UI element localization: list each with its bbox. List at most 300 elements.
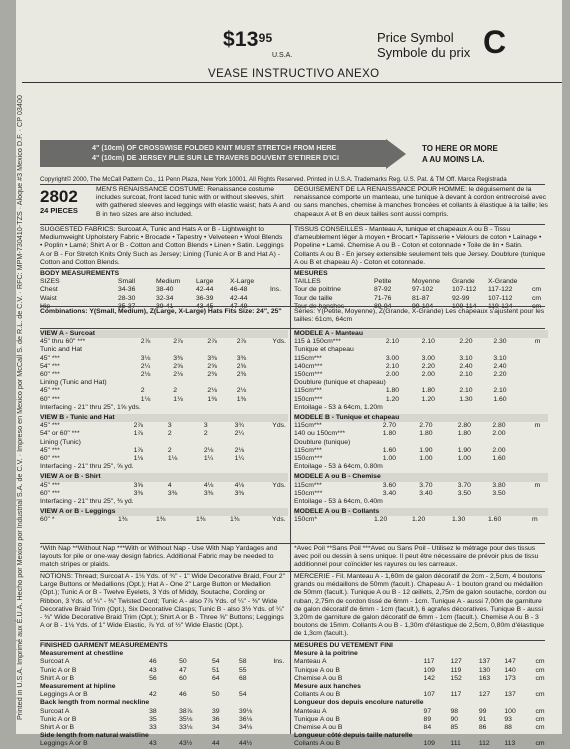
table-cell: 2⅞: [236, 338, 247, 346]
table-cell: 46: [179, 691, 187, 699]
table-cell: 3⅜: [236, 354, 247, 362]
table-cell: 3.00: [421, 354, 435, 362]
table-cell: 150cm***: [294, 395, 323, 403]
table-cell: Small: [118, 278, 135, 286]
combinations-fr: Séries: Y(Petite, Moyenne), Z(Grande, X-Grande) Les chapeaux s'ajustent pour les tailles: 61cm, 64cm: [294, 308, 545, 324]
section-title: FINISHED GARMENT MEASUREMENTS: [40, 642, 168, 649]
table-cell: 3.10: [459, 354, 473, 362]
table-cell: [386, 346, 422, 354]
table-cell: Longueur dos depuis encolure naturelle: [294, 699, 424, 707]
table-cell: 88: [504, 724, 512, 732]
table-cell: 2: [140, 387, 145, 395]
table-row: [294, 379, 548, 387]
table-cell: 3.70: [457, 481, 471, 489]
table-cell: Moyenne: [412, 278, 440, 286]
table-cell: Measurement at hipline: [40, 683, 116, 691]
table-cell: Entoilage - 53 à 64cm, 1.20m: [294, 403, 383, 411]
table-cell: [451, 650, 479, 658]
table-cell: 87-92: [374, 286, 392, 294]
table-cell: [383, 439, 420, 447]
divider: [40, 306, 545, 307]
finished-measurements-en: [40, 642, 288, 749]
table-cell: 2⅜: [236, 371, 247, 379]
table-cell: 3.80: [492, 481, 506, 489]
table-row: [294, 516, 546, 524]
table-cell: [536, 699, 549, 707]
table-cell: Surcoat A: [40, 707, 70, 715]
table-cell: cm: [532, 302, 542, 310]
table-row: [294, 724, 548, 732]
price-dollars: $13: [223, 28, 259, 51]
table-cell: Leggings A or B: [40, 691, 88, 699]
table-cell: [273, 708, 288, 716]
table-cell: 89-94: [374, 302, 392, 310]
table-cell: [492, 498, 534, 506]
table-cell: 36-39: [196, 294, 214, 302]
table-cell: [535, 346, 548, 354]
table-row: [294, 286, 541, 294]
table-row: [40, 286, 281, 294]
table-cell: 46-48: [230, 286, 248, 294]
table-cell: [273, 691, 288, 699]
table-cell: Tour de poitrine: [294, 286, 341, 294]
table-cell: Chemise A ou B: [294, 724, 343, 732]
table-cell: 2⅞: [140, 338, 151, 346]
table-cell: 117: [450, 691, 462, 699]
table-cell: cm: [535, 707, 545, 715]
table-cell: 35⅛: [179, 715, 193, 723]
description-en: MEN'S RENAISSANCE COSTUME: Renaissance costume includes surcoat, front laced tunic with or without sleeves, shirt with gathered sleeves and leggings with elastic waist; hats A and B in two sizes are also included.: [96, 186, 291, 218]
table-cell: 60" ***: [40, 395, 60, 403]
table-cell: Mesure à la poitrine: [294, 650, 358, 658]
piece-count: 24 PIECES: [40, 206, 78, 215]
table-cell: [141, 346, 174, 354]
table-row: [40, 363, 288, 371]
table-cell: 3.50: [492, 489, 506, 497]
table-cell: [479, 650, 505, 658]
table-cell: 45" thru 60" ***: [40, 338, 86, 346]
table-row: [294, 463, 548, 471]
table-cell: 45" ***: [40, 446, 60, 454]
table-row: [40, 379, 288, 387]
table-cell: cm: [535, 740, 545, 748]
table-cell: [422, 346, 460, 354]
table-cell: [493, 346, 534, 354]
section-title: VIEW A - Surcoat: [40, 330, 288, 338]
table-cell: 2: [167, 446, 172, 454]
table-cell: [272, 439, 288, 447]
table-cell: [534, 490, 548, 498]
arrow-right-icon: [386, 139, 406, 169]
table-cell: Interfacing - 21" thru 25", 1⅝ yds.: [40, 403, 141, 411]
table-cell: Large: [196, 278, 214, 286]
table-cell: 119: [450, 666, 462, 674]
table-cell: 3.40: [419, 489, 433, 497]
divider: [40, 571, 545, 572]
table-cell: 43: [149, 666, 157, 674]
table-cell: 127: [450, 658, 462, 666]
table-cell: 2⅝: [173, 362, 183, 370]
table-cell: 1.30: [459, 395, 473, 403]
price: [223, 28, 272, 52]
table-cell: X-Grande: [488, 278, 518, 286]
table-cell: Tunic and Hat: [40, 346, 83, 354]
table-cell: 150cm*: [294, 516, 318, 524]
table-cell: 2.20: [459, 338, 473, 346]
table-cell: [535, 355, 548, 363]
table-cell: [273, 716, 288, 724]
table-row: [40, 498, 288, 506]
table-cell: 109: [423, 740, 435, 748]
price-symbol-en: Price Symbol: [377, 30, 454, 45]
table-cell: 2⅝: [236, 362, 247, 370]
table-cell: 2⅛: [203, 446, 214, 454]
table-row: [294, 716, 548, 724]
table-cell: Yds.: [272, 338, 287, 346]
yardage-en: [40, 330, 288, 527]
table-cell: 60" ***: [40, 455, 60, 463]
table-cell: Tour de hanches: [294, 302, 345, 310]
table-cell: [273, 724, 288, 732]
table-cell: Chest: [40, 286, 58, 294]
table-cell: 36: [211, 715, 220, 723]
table-cell: Manteau A: [294, 707, 327, 715]
table-cell: Collants A ou B: [294, 740, 341, 748]
table-cell: 64: [211, 674, 220, 682]
table-cell: Tunique et chapeau: [294, 346, 354, 354]
table-row: [294, 422, 548, 430]
table-cell: 1⅜: [230, 516, 240, 524]
table-cell: m: [534, 338, 541, 346]
table-cell: [237, 404, 273, 412]
table-cell: [204, 439, 235, 447]
table-cell: [239, 699, 273, 707]
table-cell: Side length from natural waistline: [40, 732, 149, 740]
table-cell: 1¼: [203, 455, 214, 463]
table-row: [294, 699, 548, 707]
table-cell: 84: [423, 724, 432, 732]
table-cell: 60: [179, 674, 187, 682]
table-cell: 115cm***: [294, 354, 322, 362]
table-cell: [451, 683, 479, 691]
table-row: [294, 490, 548, 498]
table-cell: [536, 683, 549, 691]
divider: [40, 640, 545, 641]
yardage-table: [294, 338, 548, 412]
table-cell: [272, 355, 288, 363]
table-cell: cm: [535, 691, 545, 699]
table-cell: Measurement at chestline: [40, 650, 124, 658]
table-cell: [237, 379, 273, 387]
table-cell: 1⅜: [118, 516, 128, 524]
table-row: [294, 346, 548, 354]
table-cell: 60" ***: [40, 489, 60, 497]
table-cell: 1.80: [385, 387, 400, 395]
table-cell: [386, 379, 422, 387]
table-cell: [479, 683, 505, 691]
table-cell: [424, 732, 451, 740]
table-cell: [173, 346, 207, 354]
table-cell: 1⅜: [207, 395, 217, 403]
table-cell: 3.70: [419, 481, 433, 489]
table-cell: [422, 404, 460, 412]
table-row: [40, 708, 288, 716]
table-cell: [270, 295, 281, 303]
table-cell: 1.60: [382, 446, 397, 454]
table-cell: 111: [450, 740, 461, 748]
table-cell: 1.90: [419, 446, 433, 454]
table-row: [40, 691, 288, 699]
table-cell: [451, 732, 479, 740]
table-cell: 2⅞: [133, 422, 144, 430]
table-cell: 92-99: [452, 294, 470, 302]
table-cell: [424, 699, 451, 707]
yardage-section: [294, 508, 548, 524]
table-cell: 32-34: [156, 294, 174, 302]
table-cell: [535, 363, 548, 371]
table-cell: 152: [450, 674, 462, 682]
table-cell: 45" ***: [40, 481, 60, 489]
table-cell: 42-44: [196, 286, 214, 294]
table-cell: 50: [211, 691, 220, 699]
table-row: [294, 691, 548, 699]
table-row: [40, 338, 288, 346]
fabrics-fr: TISSUS CONSEILLES - Manteau A, tunique et chapeaux A ou B - Tissu d'ameublement léger à moyen • Brocart • Tapisserie • Velours de coton • Lainage • Popeline • Lamé. Chemise A ou B - Coton et cotonnade • Toile de lin • Satin. Collants A ou B - En jersey extensible seulement tels que Jersey. Doublure (tunique A ou B et chapeau A) - Coton et cotonnade.: [294, 226, 546, 266]
table-cell: [235, 439, 273, 447]
table-row: [40, 482, 288, 490]
table-cell: 1.20: [385, 395, 400, 403]
table-cell: 3.50: [457, 489, 471, 497]
table-cell: 38⅞: [179, 707, 193, 715]
table-cell: 100: [504, 707, 516, 715]
table-cell: [535, 379, 548, 387]
table-row: [40, 346, 288, 354]
table-cell: 1.60: [493, 395, 507, 403]
table-cell: 150cm***: [294, 455, 323, 463]
table-cell: Tour de taille: [294, 294, 333, 302]
body-title-fr: MESURES: [294, 270, 328, 277]
table-cell: 1⅞: [133, 430, 144, 438]
table-cell: 2.20: [493, 371, 507, 379]
table-cell: 54: [211, 658, 220, 666]
table-cell: [239, 732, 273, 740]
table-cell: 3⅜: [173, 354, 183, 362]
table-cell: 2.00: [492, 430, 506, 438]
table-cell: [424, 650, 451, 658]
table-cell: [383, 498, 420, 506]
table-cell: cm: [535, 724, 545, 732]
table-cell: 1⅜: [156, 516, 166, 524]
table-cell: 2.30: [493, 338, 507, 346]
table-cell: 2.10: [459, 387, 473, 395]
table-cell: [504, 683, 535, 691]
table-cell: [272, 379, 288, 387]
table-cell: X-Large: [230, 278, 255, 286]
stretch-line-fr: 4" (10cm) DE JERSEY PLIE SUR LE TRAVERS DOUVENT S'ETIRER D'ICI: [92, 153, 339, 162]
table-cell: 130: [478, 666, 491, 674]
table-row: [40, 683, 288, 691]
table-cell: Hip: [40, 302, 51, 310]
table-row: [40, 732, 288, 740]
table-cell: 1.80: [419, 430, 433, 438]
table-cell: [212, 650, 239, 658]
section-title: MODELE A ou B - Collants: [294, 508, 548, 516]
table-cell: 43: [149, 740, 157, 748]
table-row: [294, 455, 548, 463]
section-title: MODELE A ou B - Chemise: [294, 473, 548, 481]
table-cell: Interfacing - 21" thru 25", ⅜ yd.: [40, 498, 134, 506]
table-cell: [458, 463, 493, 471]
table-cell: 3⅝: [133, 481, 144, 489]
table-cell: 2⅛: [234, 446, 245, 454]
table-cell: 54" ***: [40, 362, 60, 370]
table-row: [40, 675, 288, 683]
table-cell: [207, 379, 236, 387]
section-title: VIEW B - Tunic and Hat: [40, 414, 288, 422]
table-cell: 3⅜: [167, 489, 178, 497]
table-cell: 3⅜: [133, 489, 144, 497]
table-cell: [504, 732, 535, 740]
table-cell: 2⅜: [207, 371, 217, 379]
table-row: [294, 683, 548, 691]
table-row: [294, 482, 548, 490]
table-cell: 1.20: [374, 516, 388, 524]
table-cell: 91: [478, 715, 487, 723]
table-cell: 2⅝: [207, 362, 217, 370]
table-row: [40, 422, 288, 430]
table-cell: m: [534, 481, 541, 489]
table-row: [40, 724, 288, 732]
table-cell: 115cm***: [294, 387, 322, 395]
table-cell: 3⅜: [203, 489, 214, 497]
table-cell: 42: [149, 691, 157, 699]
table-cell: 117-122: [488, 286, 513, 294]
table-row: [294, 650, 548, 658]
table-cell: 1.20: [421, 395, 435, 403]
table-cell: 150cm***: [294, 489, 323, 497]
table-cell: [273, 732, 288, 740]
table-cell: [459, 379, 493, 387]
table-cell: Ins.: [270, 286, 281, 294]
table-cell: [479, 732, 505, 740]
table-cell: [134, 439, 168, 447]
table-cell: 2: [173, 387, 178, 395]
table-cell: 3: [167, 422, 172, 430]
table-cell: 33: [149, 724, 157, 732]
yardage-table: [40, 516, 288, 524]
table-cell: Interfacing - 21" thru 25", ⅝ yd.: [40, 463, 134, 471]
table-cell: 2.10: [385, 362, 400, 370]
yardage-table: [40, 338, 288, 412]
table-cell: Doublure (tunique et chapeau): [294, 379, 386, 387]
table-cell: 3¾: [234, 422, 245, 430]
table-cell: 2.10: [493, 387, 507, 395]
table-cell: 1⅞: [133, 446, 144, 454]
table-cell: 4: [167, 481, 172, 489]
table-row: [40, 455, 288, 463]
table-cell: Lining (Tunic and Hat): [40, 379, 107, 387]
table-cell: [535, 387, 548, 395]
instruction-heading: VEASE INSTRUCTIVO ANEXO: [208, 68, 380, 80]
table-cell: 3: [203, 422, 208, 430]
table-cell: 173: [504, 674, 516, 682]
table-cell: Tunique A ou B: [294, 715, 340, 723]
yardage-section: [294, 473, 548, 506]
table-cell: [179, 699, 212, 707]
table-cell: 43-45: [196, 302, 214, 310]
table-row: [40, 516, 288, 524]
table-cell: [504, 650, 535, 658]
table-cell: m: [532, 516, 538, 524]
table-cell: 2¼: [140, 362, 151, 370]
table-cell: 4⅛: [203, 481, 214, 489]
table-cell: Petite: [374, 278, 392, 286]
table-cell: 98: [450, 707, 459, 715]
table-row: [40, 650, 288, 658]
table-cell: cm: [532, 286, 542, 294]
yardage-section: [40, 473, 288, 506]
table-cell: [272, 430, 288, 438]
table-row: [294, 387, 548, 395]
table-cell: 38: [149, 707, 157, 715]
nap-note-fr: *Avec Poil **Sans Poil ***Avec ou Sans Poil - Utilisez le métrage pour des tissus avec poil ou dessin à sens unique. Il peut être nécessaire de prévoir plus de tissu additionnel pour coïncider les rayures ou les carreaux.: [294, 545, 539, 569]
table-cell: 3⅜: [234, 489, 245, 497]
table-cell: 2: [167, 430, 172, 438]
table-row: [40, 387, 288, 395]
table-cell: 39⅛: [238, 707, 253, 715]
table-cell: 89: [423, 715, 432, 723]
combinations-en: Combinations: Y(Small, Medium), Z(Large, X-Large) Hats Fits Size: 24", 25": [40, 308, 282, 315]
table-cell: [272, 396, 288, 404]
table-cell: [272, 387, 288, 395]
table-cell: 1⅛: [167, 455, 178, 463]
table-row: [40, 278, 281, 286]
table-cell: [535, 404, 548, 412]
table-cell: [386, 404, 422, 412]
table-cell: 45" ***: [40, 387, 60, 395]
table-cell: 97-102: [412, 286, 434, 294]
table-row: [294, 355, 548, 363]
table-cell: Yds.: [272, 422, 286, 430]
table-cell: Medium: [156, 278, 181, 286]
table-cell: Entoilage - 53 à 64cm, 0.40m: [294, 498, 383, 506]
column-divider: [290, 224, 291, 734]
table-cell: [179, 732, 212, 740]
table-cell: cm: [532, 294, 542, 302]
table-cell: [272, 404, 288, 412]
table-cell: [458, 498, 493, 506]
table-cell: [534, 447, 548, 455]
table-cell: Ins.: [273, 658, 285, 666]
table-cell: 58: [238, 658, 247, 666]
table-cell: [235, 463, 273, 471]
table-cell: Tunique A ou B: [294, 666, 340, 674]
table-row: [40, 404, 288, 412]
table-cell: 115cm***: [294, 446, 322, 454]
table-cell: 112: [478, 740, 490, 748]
table-cell: [419, 463, 457, 471]
table-cell: [492, 439, 534, 447]
table-cell: [536, 732, 549, 740]
body-measurements-fr: [294, 270, 548, 311]
table-cell: 4⅛: [234, 481, 245, 489]
yardage-section: [40, 508, 288, 524]
table-cell: 1⅜: [196, 516, 206, 524]
yardage-section: [294, 414, 548, 471]
table-row: [294, 667, 548, 675]
price-symbol-letter: C: [483, 24, 507, 60]
table-cell: [273, 683, 288, 691]
